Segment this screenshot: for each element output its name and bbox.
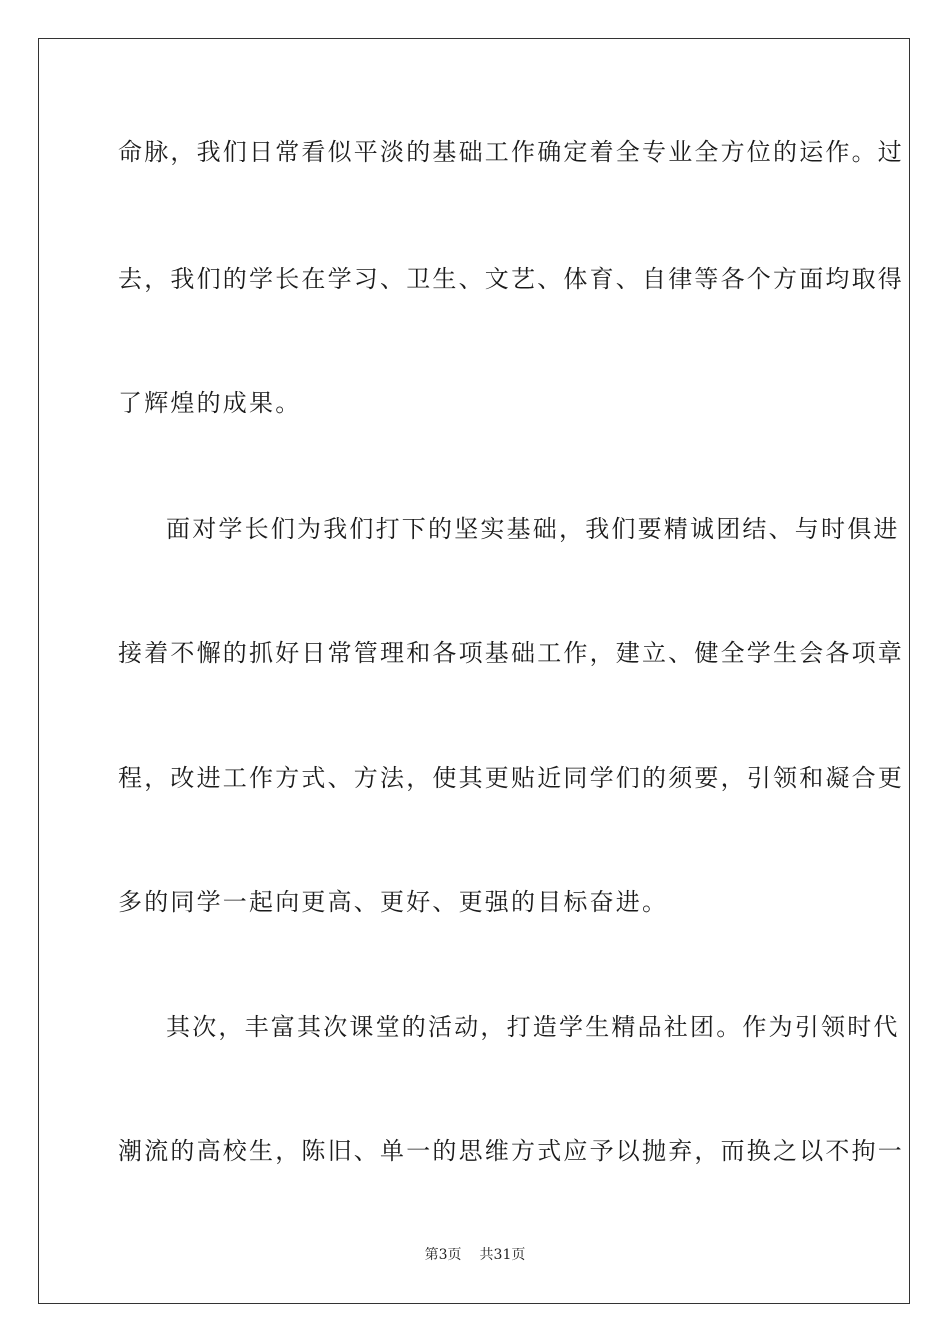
text-line-3: 了辉煌的成果。 — [118, 389, 302, 417]
total-pages: 共31页 — [479, 1247, 526, 1263]
page-footer — [0, 1246, 950, 1264]
text-line-6: 程，改进工作方式、方法，使其更贴近同学们的须要，引领和凝合更 — [118, 764, 904, 792]
text-line-2: 去，我们的学长在学习、卫生、文艺、体育、自律等各个方面均取得 — [118, 265, 904, 293]
text-line-7: 多的同学一起向更高、更好、更强的目标奋进。 — [118, 888, 669, 916]
text-line-4: 面对学长们为我们打下的坚实基础，我们要精诚团结、与时俱进 — [166, 515, 900, 543]
text-line-9: 潮流的高校生，陈旧、单一的思维方式应予以抛弃，而换之以不拘一 — [118, 1137, 904, 1165]
text-line-1: 命脉，我们日常看似平淡的基础工作确定着全专业全方位的运作。过 — [118, 138, 904, 166]
text-line-8: 其次，丰富其次课堂的活动，打造学生精品社团。作为引领时代 — [166, 1013, 900, 1041]
text-line-5: 接着不懈的抓好日常管理和各项基础工作，建立、健全学生会各项章 — [118, 639, 904, 667]
page-number: 第3页 — [424, 1247, 462, 1263]
page-border — [38, 38, 910, 1304]
